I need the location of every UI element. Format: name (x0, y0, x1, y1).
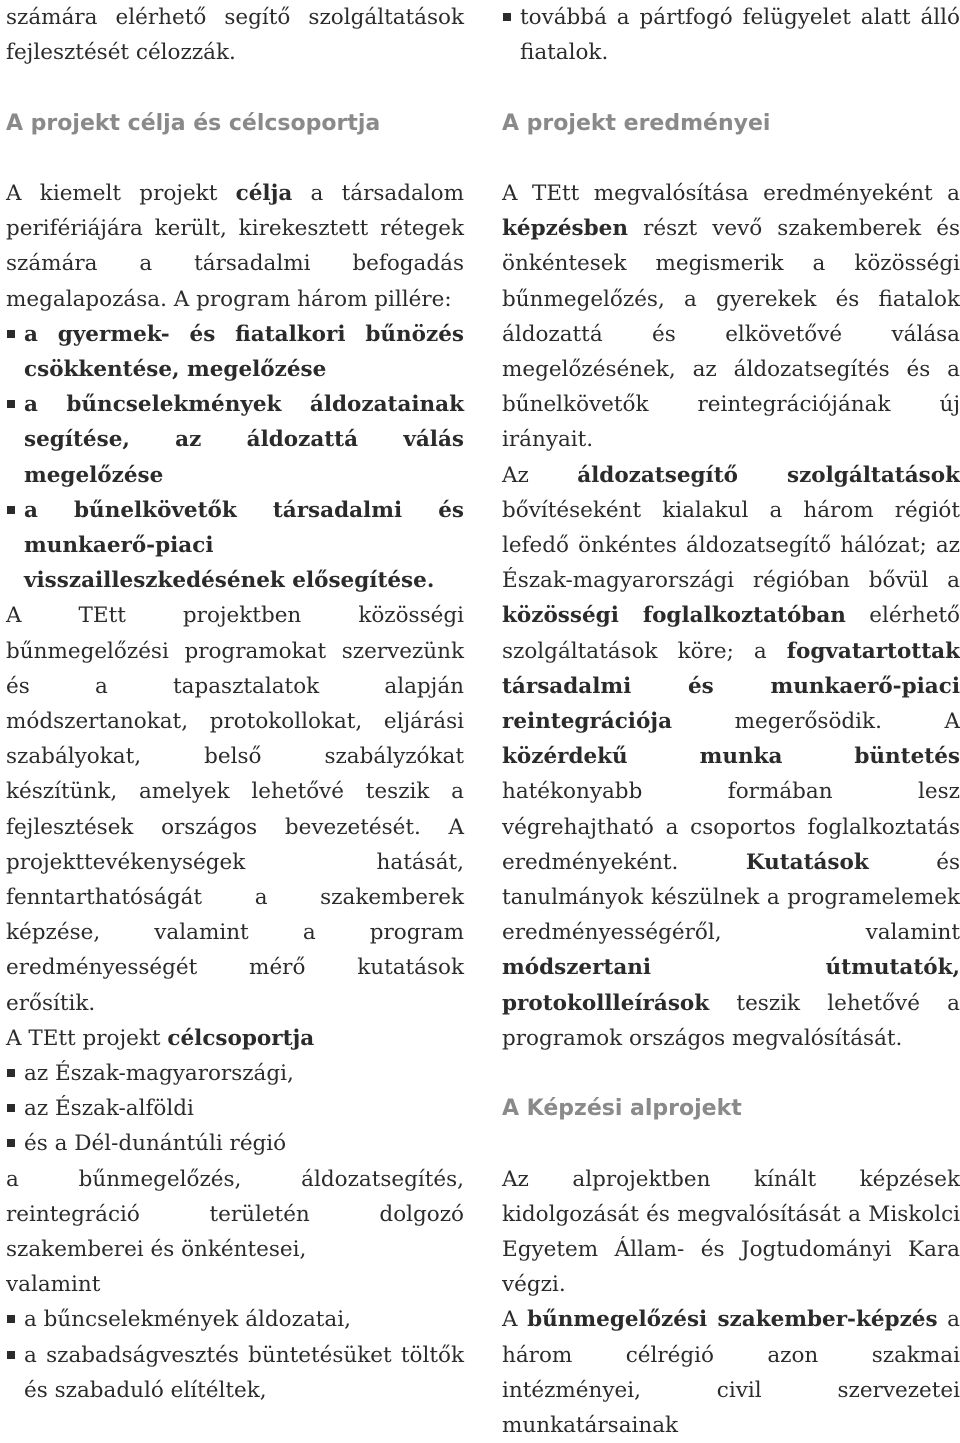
body-text: bővítéseként kialakul a három régiót lefedő önkéntes áldozatsegítő hálózat; az Észak-magyarországi régióban bővül a (502, 497, 960, 594)
group-item: a bűncselekmények áldozatai, (6, 1302, 464, 1337)
spacer (502, 141, 960, 176)
bullet-item-probation: továbbá a pártfogó felügyelet alatt álló fiatalok. (502, 0, 960, 70)
group-list (6, 1302, 464, 1408)
emphasis-text: közérdekű munka büntetés (502, 744, 960, 770)
group-item: a szabadságvesztés büntetésüket töltők és szabaduló elítéltek, (6, 1338, 464, 1408)
emphasis-text: közösségi foglalkoztatóban (502, 603, 846, 629)
results-paragraph-services (502, 458, 960, 1056)
spacer (502, 1126, 960, 1161)
spacer (6, 70, 464, 105)
body-text: a három célrégió azon szakmai intézményei, civil szervezetei munkatársainak (502, 1307, 960, 1439)
professionals-paragraph: a bűnmegelőzés, áldozatsegítés, reintegráció területén dolgozó szakemberei és önkéntesei, (6, 1166, 464, 1263)
emphasis-text: fogvatartottak társadalmi és munkaerő-piaci reintegrációja (502, 638, 960, 735)
target-group-text: A TEtt projekt (6, 1025, 168, 1051)
region-item: az Észak-alföldi (6, 1091, 464, 1126)
results-paragraph-training (502, 176, 960, 458)
spacer (6, 141, 464, 176)
region-item: az Észak-magyarországi, (6, 1056, 464, 1091)
body-text: A (502, 1307, 528, 1333)
training-paragraph-expert (502, 1302, 960, 1443)
right-column (502, 0, 960, 1443)
emphasis-text: bűnmegelőzési szakember-képzés (527, 1307, 938, 1333)
body-text: és tanulmányok készülnek a programelemek eredményességéről, valamint (502, 849, 960, 946)
target-group-intro (6, 1021, 464, 1056)
region-item: és a Dél-dunántúli régió (6, 1126, 464, 1161)
pillar-item: a gyermek- és fiatalkori bűnözés csökkentése, megelőzése (6, 317, 464, 387)
emphasis-text: Kutatások (745, 849, 869, 875)
valamint-line: valamint (6, 1272, 101, 1298)
goal-text-rest: a társadalom perifériájára került, kirekesztett rétegek számára a társadalmi befogadás megalapozása. A program három pillére: (6, 180, 464, 312)
emphasis-text: módszertani útmutatók, protokollleírások (502, 955, 960, 1016)
goal-paragraph (6, 176, 464, 317)
pillar-list (6, 317, 464, 599)
pillar-item: a bűncselekmények áldozatainak segítése, az áldozattá válás megelőzése (6, 387, 464, 493)
section-heading-project-goal: A projekt célja és célcsoportja (6, 110, 381, 136)
spacer (502, 1056, 960, 1091)
body-text: elérhető szolgáltatások köre; a (502, 603, 960, 664)
left-column (6, 0, 464, 1408)
region-list (6, 1056, 464, 1162)
body-text: Az (502, 462, 578, 488)
intro-paragraph: számára elérhető segítő szolgáltatások fejlesztését célozzák. (6, 5, 464, 66)
goal-keyword: célja (235, 180, 293, 206)
body-text: megerősödik. A (672, 709, 960, 735)
body-text: hatékonyabb formában lesz végrehajtható a csoportos foglalkoztatás eredményeként. (502, 779, 960, 875)
section-heading-training-subproject: A Képzési alprojekt (502, 1096, 742, 1122)
body-text: részt vevő szakemberek és önkéntesek megismerik a közösségi bűnmegelőzés, a gyerekek és fiatalok áldozattá és elkövetővé válása megelőzésének, az áldozatsegítés és a bűnelkövetők reintegrációjának új irányait. (502, 216, 960, 453)
body-text: A TEtt megvalósítása eredményeként a (502, 180, 960, 206)
emphasis-text: áldozatsegítő szolgáltatások (577, 462, 960, 488)
emphasis-text: képzésben (502, 216, 628, 242)
pillar-item: a bűnelkövetők társadalmi és munkaerő-piaci visszailleszkedésének elősegítése. (6, 493, 464, 599)
section-heading-project-results: A projekt eredményei (502, 110, 771, 136)
goal-text: A kiemelt projekt (6, 180, 236, 206)
spacer (502, 70, 960, 105)
target-group-keyword: célcsoportja (167, 1025, 315, 1051)
training-paragraph: Az alprojektben kínált képzések kidolgozását és megvalósítását a Miskolci Egyetem Állam- és Jogtudományi Kara végzi. (502, 1166, 960, 1298)
body-text: teszik lehetővé a programok országos megvalósítását. (502, 990, 960, 1051)
tett-paragraph: A TEtt projektben közösségi bűnmegelőzési programokat szervezünk és a tapasztalatok alapján módszertanokat, protokollokat, eljárási szabályokat, belső szabályzókat készítünk, amelyek lehetővé teszik a fejlesztések országos bevezetését. A projekttevékenységek hatását, fenntarthatóságát a szakemberek képzése, valamint a program eredményességét mérő kutatások erősítik. (6, 603, 464, 1016)
